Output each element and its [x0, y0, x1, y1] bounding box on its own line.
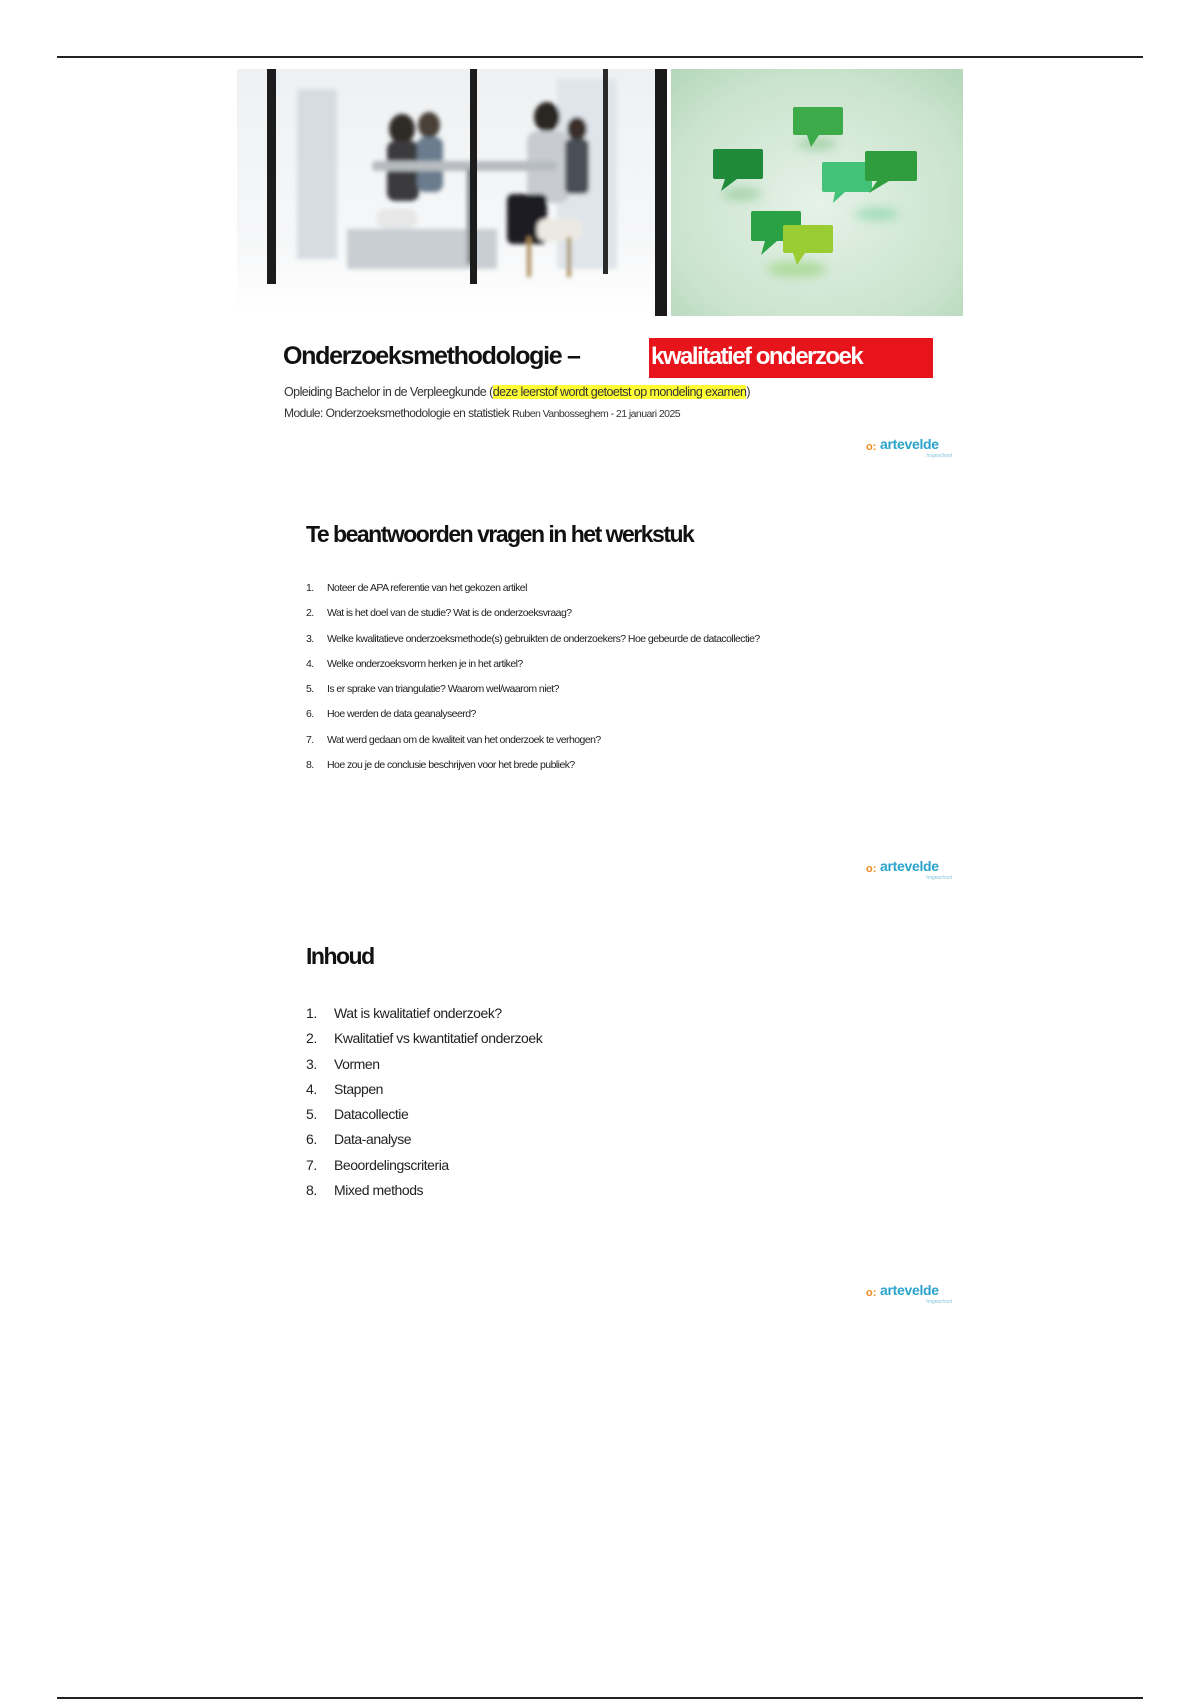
item-number: 2. — [306, 607, 314, 620]
item-text: Noteer de APA referentie van het gekozen artikel — [327, 582, 527, 594]
item-number: 4. — [306, 1080, 317, 1097]
slide1-title-tag: kwalitatief onderzoek — [649, 338, 933, 378]
module-author: Ruben Vanbosseghem - 21 januari 2025 — [512, 408, 681, 420]
item-text: Welke kwalitatieve onderzoeksmethode(s) gebruikten de onderzoekers? Hoe gebeurde de datacollectie? — [327, 632, 760, 645]
subtitle-highlight: deze leerstof wordt getoetst op mondeling examen — [492, 385, 747, 399]
item-number: 1. — [306, 582, 314, 594]
logo-mark: o: — [866, 441, 877, 453]
module-text: Module: Onderzoeksmethodologie en statistiek — [284, 406, 510, 420]
artevelde-logo — [866, 1282, 956, 1308]
slide2-title: Te beantwoorden vragen in het werkstuk — [306, 521, 694, 547]
item-text: Datacollectie — [334, 1106, 409, 1123]
logo-tagline: hogeschool — [926, 453, 952, 459]
logo-tagline: hogeschool — [926, 1299, 952, 1305]
item-text: Vormen — [334, 1055, 380, 1072]
logo-tagline: hogeschool — [926, 875, 952, 881]
item-number: 1. — [306, 1005, 317, 1021]
subtitle-text: Opleiding Bachelor in de Verpleegkunde ( — [284, 385, 493, 399]
slide1-title-row — [283, 338, 943, 380]
slide1-title: Onderzoeksmethodologie – — [283, 342, 580, 370]
item-text: Hoe zou je de conclusie beschrijven voor het brede publiek? — [327, 759, 575, 772]
artevelde-logo — [866, 436, 956, 462]
item-number: 6. — [306, 708, 314, 721]
item-text: Wat is het doel van de studie? Wat is de onderzoeksvraag? — [327, 607, 572, 620]
item-text: Hoe werden de data geanalyseerd? — [327, 708, 476, 721]
item-text: Wat is kwalitatief onderzoek? — [334, 1005, 502, 1021]
logo-word: artevelde — [880, 436, 939, 452]
hero-image — [237, 69, 963, 316]
logo-word: artevelde — [880, 858, 939, 874]
item-number: 5. — [306, 1106, 317, 1123]
item-text: Kwalitatief vs kwantitatief onderzoek — [334, 1030, 543, 1047]
item-number: 5. — [306, 683, 314, 696]
item-number: 8. — [306, 1182, 317, 1199]
logo-word: artevelde — [880, 1282, 939, 1298]
subtitle-close: ) — [746, 385, 750, 399]
page-bottom-rule — [57, 1697, 1143, 1699]
item-number: 3. — [306, 632, 314, 645]
artevelde-logo — [866, 858, 956, 884]
slide1-module-line — [284, 406, 680, 420]
logo-mark: o: — [866, 863, 877, 875]
item-text: Stappen — [334, 1080, 384, 1097]
page-top-rule — [57, 56, 1143, 58]
item-text: Welke onderzoeksvorm herken je in het artikel? — [327, 657, 523, 670]
item-number: 7. — [306, 1156, 317, 1173]
slide1-subtitle — [284, 385, 750, 399]
item-text: Is er sprake van triangulatie? Waarom wel/waarom niet? — [327, 683, 559, 696]
item-number: 6. — [306, 1131, 317, 1148]
item-number: 7. — [306, 733, 314, 746]
item-text: Wat werd gedaan om de kwaliteit van het onderzoek te verhogen? — [327, 733, 601, 746]
logo-mark: o: — [866, 1287, 877, 1299]
item-number: 8. — [306, 759, 314, 772]
item-number: 3. — [306, 1055, 317, 1072]
item-text: Data-analyse — [334, 1131, 412, 1148]
item-number: 4. — [306, 657, 314, 670]
slide3-title: Inhoud — [306, 943, 374, 969]
item-number: 2. — [306, 1030, 317, 1047]
item-text: Mixed methods — [334, 1182, 424, 1199]
item-text: Beoordelingscriteria — [334, 1156, 449, 1173]
